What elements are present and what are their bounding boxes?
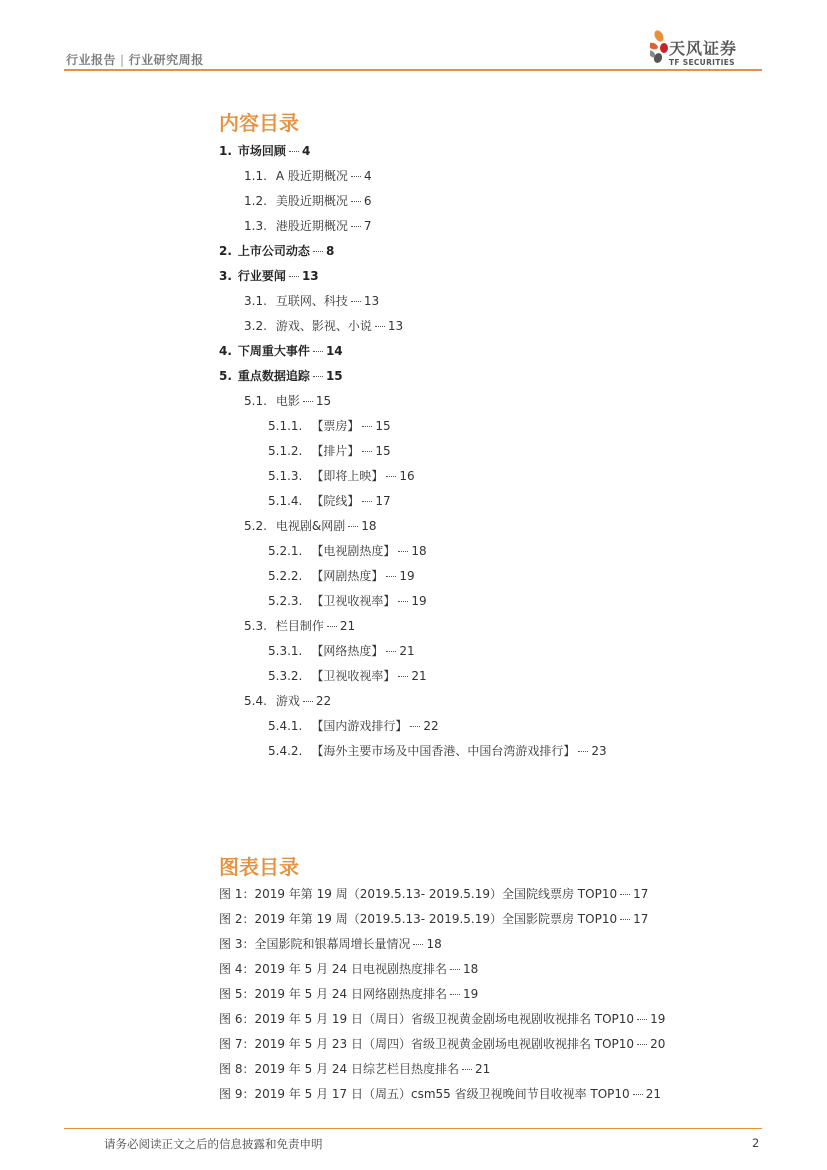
toc-leader-dots [362, 451, 372, 452]
toc-entry-page: 22 [315, 694, 332, 708]
toc-entry-page: 21 [399, 644, 415, 658]
toc-leader-dots [289, 276, 299, 277]
toc-leader-dots [351, 226, 361, 227]
toc-entry-title: 行业要闻 [237, 269, 286, 283]
toc-entry-title: A 股近期概况 [275, 169, 348, 183]
toc-entry-title: 电影 [275, 394, 300, 408]
toc-entry-number: 5.3. [244, 619, 267, 633]
toc-entry-page: 19 [399, 569, 415, 583]
figure-entry-title: 图 1：2019 年第 19 周（2019.5.13- 2019.5.19）全国院线票房 TOP10 [219, 887, 618, 901]
toc-entry-title: 上市公司动态 [237, 244, 310, 258]
toc-leader-dots [313, 351, 323, 352]
toc-entry-page: 21 [339, 619, 356, 633]
figure-entry-title: 图 4：2019 年 5 月 24 日电视剧热度排名 [219, 962, 447, 976]
toc-entry-page: 13 [301, 269, 319, 283]
toc-entry-title: 电视剧&网剧 [275, 519, 346, 533]
toc-entry-number: 5.4.2. [268, 744, 303, 758]
toc-entry-number: 5.3.1. [268, 644, 303, 658]
figure-entry-title: 图 3：全国影院和银幕周增长量情况 [219, 937, 411, 951]
figure-leader-dots [462, 1069, 472, 1070]
toc-entry-page: 15 [375, 444, 391, 458]
figure-entry-page: 21 [645, 1087, 661, 1101]
toc-entry-title: 【网络热度】 [311, 644, 384, 658]
figure-entry-page: 18 [426, 937, 442, 951]
toc-entry-title: 【海外主要市场及中国香港、中国台湾游戏排行】 [311, 744, 576, 758]
toc-entry-title: 栏目制作 [275, 619, 324, 633]
toc-entry-number: 5.4. [244, 694, 267, 708]
toc-entry-page: 13 [363, 294, 380, 308]
toc-entry-number: 4. [219, 344, 232, 358]
toc-leader-dots [410, 726, 420, 727]
toc-entry-number: 5.3.2. [268, 669, 303, 683]
figure-entry-title: 图 8：2019 年 5 月 24 日综艺栏目热度排名 [219, 1062, 459, 1076]
toc-entry-number: 5.2. [244, 519, 267, 533]
toc-entry-page: 17 [375, 494, 391, 508]
report-category [66, 51, 204, 68]
toc-entry-number: 1.1. [244, 169, 267, 183]
toc-entry-title: 【卫视收视率】 [311, 594, 396, 608]
flower-mark-icon [650, 29, 668, 64]
toc-entry-number: 5.1.2. [268, 444, 303, 458]
toc-leader-dots [398, 551, 408, 552]
toc-leader-dots [578, 751, 588, 752]
toc-entry-title: 【票房】 [311, 419, 360, 433]
toc-leader-dots [289, 151, 299, 152]
toc-entry-page: 21 [411, 669, 427, 683]
toc-entry-title: 【卫视收视率】 [311, 669, 396, 683]
toc-leader-dots [313, 376, 323, 377]
toc-entry-number: 1.3. [244, 219, 267, 233]
toc-leader-dots [351, 201, 361, 202]
toc-entry-page: 23 [591, 744, 607, 758]
toc-entry-number: 5.2.2. [268, 569, 303, 583]
figure-leader-dots [637, 1019, 647, 1020]
toc-entry-title: 市场回顾 [237, 144, 286, 158]
figures-title: 图表目录 [219, 855, 299, 879]
toc-entry-page: 15 [375, 419, 391, 433]
toc-entry-number: 5.2.3. [268, 594, 303, 608]
toc-leader-dots [362, 426, 372, 427]
figure-entry-title: 图 7：2019 年 5 月 23 日（周四）省级卫视黄金剧场电视剧收视排名 TOP10 [219, 1037, 635, 1051]
figure-entry-page: 19 [462, 987, 479, 1001]
toc-leader-dots [386, 651, 396, 652]
toc-leader-dots [386, 476, 396, 477]
toc-entry-page: 18 [411, 544, 427, 558]
toc-entry-title: 【排片】 [311, 444, 360, 458]
toc-entry-title: 【国内游戏排行】 [311, 719, 408, 733]
toc-entry-page: 19 [411, 594, 427, 608]
figure-entry-title: 图 6：2019 年 5 月 19 日（周日）省级卫视黄金剧场电视剧收视排名 TOP10 [219, 1012, 635, 1026]
toc-entry-page: 7 [363, 219, 372, 233]
toc-leader-dots [386, 576, 396, 577]
footer-disclaimer: 请务必阅读正文之后的信息披露和免责申明 [104, 1137, 323, 1151]
toc-entry-number: 5.1. [244, 394, 267, 408]
toc-entry-page: 4 [301, 144, 311, 158]
toc-title: 内容目录 [219, 111, 299, 135]
toc-entry-number: 5.1.3. [268, 469, 303, 483]
header-separator: | [120, 53, 125, 67]
toc-entry-title: 【院线】 [311, 494, 360, 508]
figure-entry-page: 21 [474, 1062, 491, 1076]
toc-entry-number: 3.2. [244, 319, 267, 333]
header-report-subtype: 行业研究周报 [128, 53, 204, 67]
figure-leader-dots [620, 894, 630, 895]
toc-entry-number: 2. [219, 244, 232, 258]
toc-leader-dots [303, 701, 313, 702]
figure-leader-dots [637, 1044, 647, 1045]
toc-leader-dots [348, 526, 358, 527]
toc-entry-title: 【电视剧热度】 [311, 544, 396, 558]
toc-entry-title: 游戏、影视、小说 [275, 319, 372, 333]
toc-entry-number: 5.4.1. [268, 719, 303, 733]
toc-leader-dots [398, 676, 408, 677]
toc-entry-number: 3. [219, 269, 232, 283]
toc-entry-page: 16 [399, 469, 415, 483]
figure-entry-title: 图 5：2019 年 5 月 24 日网络剧热度排名 [219, 987, 447, 1001]
toc-leader-dots [398, 601, 408, 602]
figure-leader-dots [633, 1094, 643, 1095]
toc-entry-title: 港股近期概况 [275, 219, 348, 233]
figure-entry-title: 图 9：2019 年 5 月 17 日（周五）csm55 省级卫视晚间节目收视率 TOP10 [219, 1087, 630, 1101]
figure-leader-dots [620, 919, 630, 920]
figure-entry-page: 19 [650, 1012, 666, 1026]
header-divider [64, 69, 762, 71]
toc-entry-number: 5.2.1. [268, 544, 303, 558]
toc-entry-title: 【即将上映】 [311, 469, 384, 483]
toc-leader-dots [375, 326, 385, 327]
toc-entry-page: 22 [423, 719, 439, 733]
toc-entry-page: 18 [361, 519, 377, 533]
figure-leader-dots [450, 994, 460, 995]
figure-entry-page: 20 [650, 1037, 666, 1051]
toc-entry-title: 重点数据追踪 [237, 369, 310, 383]
toc-entry-title: 下周重大事件 [237, 344, 310, 358]
toc-entry-number: 5.1.1. [268, 419, 303, 433]
toc-leader-dots [362, 501, 372, 502]
toc-entry-page: 6 [363, 194, 372, 208]
page-number: 2 [752, 1136, 760, 1150]
toc-leader-dots [351, 301, 361, 302]
toc-entry-number: 3.1. [244, 294, 267, 308]
toc-entry-title: 互联网、科技 [275, 294, 348, 308]
toc-entry-title: 【网剧热度】 [311, 569, 384, 583]
toc-entry-number: 5.1.4. [268, 494, 303, 508]
toc-leader-dots [313, 251, 323, 252]
figure-entry-title: 图 2：2019 年第 19 周（2019.5.13- 2019.5.19）全国影院票房 TOP10 [219, 912, 618, 926]
figure-entry-page: 17 [633, 912, 649, 926]
toc-leader-dots [351, 176, 361, 177]
logo-name-en: TF SECURITIES [669, 58, 735, 67]
toc-entry-page: 15 [325, 369, 343, 383]
toc-entry-title: 美股近期概况 [275, 194, 348, 208]
toc-entry-number: 5. [219, 369, 232, 383]
toc-entry-number: 1.2. [244, 194, 267, 208]
toc-leader-dots [327, 626, 337, 627]
toc-entry-page: 13 [387, 319, 404, 333]
logo-name-cn: 天风证券 [669, 39, 738, 58]
toc-leader-dots [303, 401, 313, 402]
header-report-type: 行业报告 [66, 53, 117, 67]
figure-entry-page: 17 [633, 887, 649, 901]
toc-entry-page: 15 [315, 394, 332, 408]
footer-divider [64, 1128, 762, 1129]
toc-entry-page: 14 [325, 344, 343, 358]
figure-entry-page: 18 [462, 962, 479, 976]
toc-entry-number: 1. [219, 144, 232, 158]
figure-leader-dots [413, 944, 423, 945]
toc-entry-page: 4 [363, 169, 372, 183]
toc-entry-title: 游戏 [275, 694, 300, 708]
figure-leader-dots [450, 969, 460, 970]
toc-entry-page: 8 [325, 244, 335, 258]
